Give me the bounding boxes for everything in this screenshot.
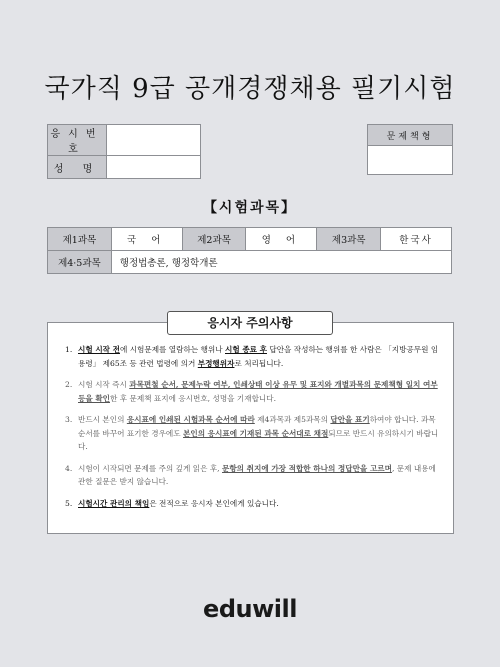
subject-1-label: 제1과목 [48,228,112,251]
subject-45-label: 제4·5과목 [48,251,112,274]
booklet-type-table [367,124,453,175]
applicant-info-table [47,124,201,179]
applicant-number-field[interactable] [107,125,201,156]
notice-item: 3. 반드시 본인의 응시표에 인쇄된 시험과목 순서에 따라 제4과목과 제5과목의 답안을 표기하여야 합니다. 과목 순서를 바꾸어 표기한 경우에도 본인의 응시표에 기재된 과목 순서대로 채점되므로 반드시 유의하시기 바랍니다. [65,415,439,451]
subjects-heading: 【시험과목】 [202,200,298,216]
subject-45-value: 행정법총론, 행정학개론 [111,251,451,274]
subject-2-value: 영 어 [246,228,317,251]
notice-title: 응시자 주의사항 [167,311,333,335]
name-label: 성 명 [48,156,107,179]
subject-1-value: 국 어 [111,228,182,251]
subjects-table [47,227,452,274]
eduwill-logo: eduwill [203,595,297,623]
page-title: 국가직 9급 공개경쟁채용 필기시험 [44,74,456,104]
notice-item: 2. 시험 시작 즉시 과목편철 순서, 문제누락 여부, 인쇄상태 이상 유무 및 표지와 개별과목의 문제책형 일치 여부 등을 확인한 후 문제책 표지에 응시번호, 성명을 기재합니다. [65,380,438,403]
subject-3-value: 한국사 [381,228,452,251]
notice-box [47,322,454,534]
booklet-type-label: 문제책형 [368,125,453,146]
notice-item: 1. 시험 시작 전에 시험문제를 열람하는 행위나 시험 종료 후 답안을 작성하는 행위를 한 사람은 「지방공무원 임용령」 제65조 등 관련 법령에 의거 부정행위자로 처리됩니다. [65,345,439,368]
subject-3-label: 제3과목 [317,228,381,251]
notice-item: 5. 시험시간 관리의 책임은 전적으로 응시자 본인에게 있습니다. [65,498,279,508]
booklet-type-field[interactable] [368,146,453,175]
subject-2-label: 제2과목 [182,228,246,251]
applicant-number-label: 응시번호 [48,125,107,156]
name-field[interactable] [107,156,201,179]
notice-item: 4. 시험이 시작되면 문제를 주의 깊게 읽은 후, 문항의 취지에 가장 적합한 하나의 정답만을 고르며, 문제 내용에 관한 질문은 받지 않습니다. [65,463,436,486]
